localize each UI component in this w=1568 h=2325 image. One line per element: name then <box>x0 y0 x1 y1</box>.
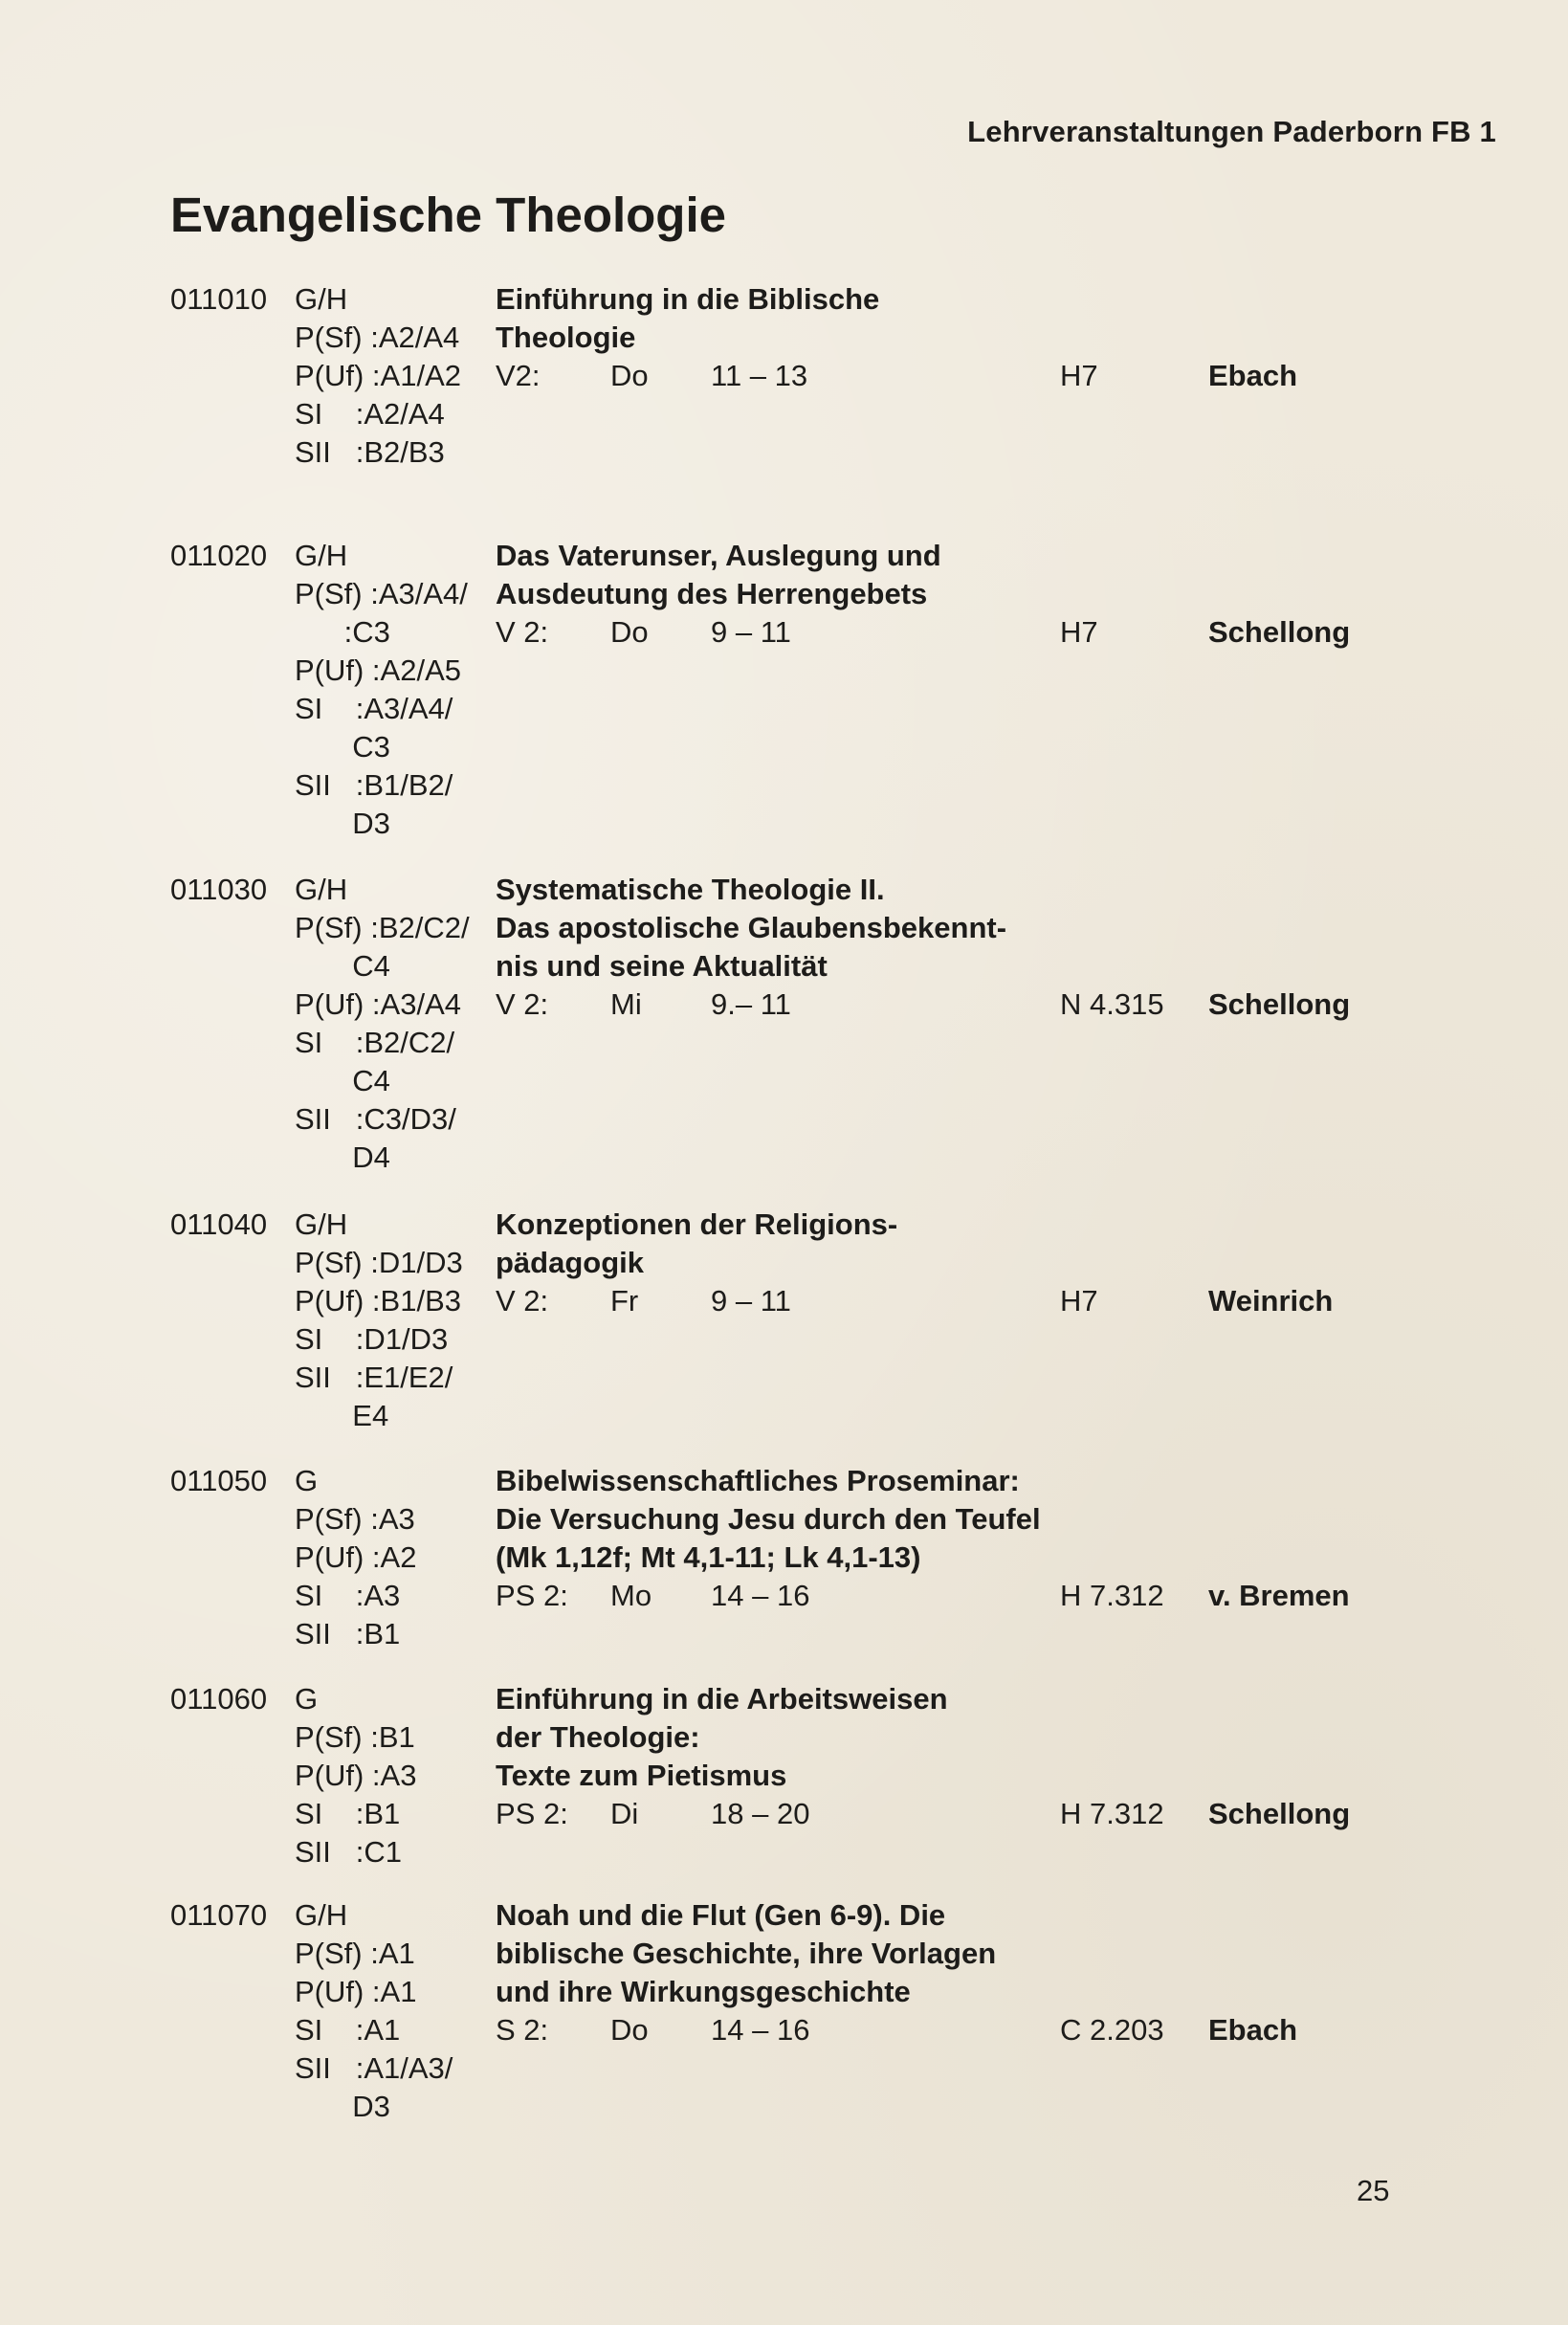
course-room: H7 <box>1060 615 1098 649</box>
course-type: PS 2: <box>496 1797 568 1830</box>
course-lecturer: Ebach <box>1208 359 1298 392</box>
page-number: 25 <box>1357 2174 1390 2207</box>
requirement-line: SII :A1/A3/ <box>295 2051 453 2085</box>
course-requirements <box>295 575 486 843</box>
requirement-line: SII :B1 <box>295 1617 401 1650</box>
course-time: 11 – 13 <box>711 359 808 392</box>
requirement-line: P(Sf) :A3/A4/ <box>295 577 468 610</box>
course-time: 9.– 11 <box>711 987 791 1021</box>
course-title-line: Einführung in die Arbeitsweisen <box>496 1682 948 1716</box>
course-requirements <box>295 909 486 1177</box>
course-lecturer: Schellong <box>1208 615 1351 649</box>
requirement-line: C4 <box>295 1064 390 1097</box>
course-requirements <box>295 1500 486 1653</box>
course-title-line: Einführung in die Biblische <box>496 282 880 316</box>
course-day: Do <box>610 2013 649 2047</box>
course-day: Fr <box>610 1284 639 1318</box>
course-number: 011020 <box>170 539 268 572</box>
course-title-line: und ihre Wirkungsgeschichte <box>496 1975 911 2008</box>
course-level: G/H <box>295 539 348 572</box>
course-number: 011070 <box>170 1898 268 1932</box>
requirement-line: P(Uf) :A1/A2 <box>295 359 461 392</box>
course-time: 18 – 20 <box>711 1797 810 1830</box>
requirement-line: :C3 <box>295 615 390 649</box>
requirement-line: D3 <box>295 2090 390 2123</box>
course-day: Do <box>610 359 649 392</box>
course-number: 011010 <box>170 282 268 316</box>
course-type: V 2: <box>496 615 549 649</box>
requirement-line: SI :B2/C2/ <box>295 1026 455 1059</box>
course-title <box>496 1462 1070 1577</box>
course-requirements <box>295 1718 486 1871</box>
requirement-line: D3 <box>295 807 390 840</box>
requirement-line: SI :D1/D3 <box>295 1322 449 1356</box>
requirement-line: SI :A2/A4 <box>295 397 445 431</box>
course-time: 14 – 16 <box>711 1579 810 1612</box>
requirement-line: P(Uf) :A2 <box>295 1540 417 1574</box>
course-lecturer: Ebach <box>1208 2013 1298 2047</box>
requirement-line: P(Sf) :B1 <box>295 1720 415 1754</box>
course-time: 9 – 11 <box>711 615 791 649</box>
course-requirements <box>295 1935 486 2126</box>
course-title-line: nis und seine Aktualität <box>496 949 828 983</box>
course-title-line: der Theologie: <box>496 1720 700 1754</box>
course-level: G/H <box>295 873 348 906</box>
course-title <box>496 1680 1070 1795</box>
course-room: C 2.203 <box>1060 2013 1164 2047</box>
course-title-line: pädagogik <box>496 1246 645 1279</box>
requirement-line: P(Uf) :A2/A5 <box>295 653 461 687</box>
requirement-line: SI :B1 <box>295 1797 401 1830</box>
course-time: 14 – 16 <box>711 2013 810 2047</box>
course-lecturer: Schellong <box>1208 987 1351 1021</box>
course-lecturer: v. Bremen <box>1208 1579 1350 1612</box>
course-title-line: Texte zum Pietismus <box>496 1759 787 1792</box>
requirement-line: SII :B2/B3 <box>295 435 445 469</box>
course-number: 011050 <box>170 1464 268 1497</box>
course-room: H 7.312 <box>1060 1797 1164 1830</box>
course-type: V 2: <box>496 987 549 1021</box>
course-type: V 2: <box>496 1284 549 1318</box>
requirement-line: SII :C1 <box>295 1835 402 1869</box>
course-room: H7 <box>1060 359 1098 392</box>
requirement-line: P(Sf) :A2/A4 <box>295 321 460 354</box>
requirement-line: SI :A3 <box>295 1579 401 1612</box>
section-title: Evangelische Theologie <box>170 188 726 242</box>
course-title-line: Die Versuchung Jesu durch den Teufel <box>496 1502 1041 1536</box>
course-day: Mi <box>610 987 642 1021</box>
course-number: 011040 <box>170 1207 268 1241</box>
requirement-line: C4 <box>295 949 390 983</box>
requirement-line: SI :A3/A4/ <box>295 692 453 725</box>
course-requirements <box>295 1244 486 1435</box>
course-title-line: Konzeptionen der Religions- <box>496 1207 898 1241</box>
requirement-line: P(Sf) :A3 <box>295 1502 415 1536</box>
course-title <box>496 1206 1070 1282</box>
course-title-line: Ausdeutung des Herrengebets <box>496 577 928 610</box>
course-title-line: (Mk 1,12f; Mt 4,1-11; Lk 4,1-13) <box>496 1540 921 1574</box>
course-title <box>496 537 1070 613</box>
course-lecturer: Weinrich <box>1208 1284 1334 1318</box>
running-header: Lehrveranstaltungen Paderborn FB 1 <box>967 115 1496 148</box>
requirement-line: P(Sf) :B2/C2/ <box>295 911 470 944</box>
requirement-line: P(Uf) :A3/A4 <box>295 987 461 1021</box>
course-type: S 2: <box>496 2013 549 2047</box>
requirement-line: SII :E1/E2/ <box>295 1361 453 1394</box>
course-level: G <box>295 1464 319 1497</box>
course-level: G/H <box>295 1207 348 1241</box>
requirement-line: SII :C3/D3/ <box>295 1102 456 1136</box>
course-level: G <box>295 1682 319 1716</box>
course-type: V2: <box>496 359 541 392</box>
requirement-line: P(Sf) :A1 <box>295 1937 415 1970</box>
course-type: PS 2: <box>496 1579 568 1612</box>
course-room: H 7.312 <box>1060 1579 1164 1612</box>
course-room: H7 <box>1060 1284 1098 1318</box>
requirement-line: SII :B1/B2/ <box>295 768 453 802</box>
course-level: G/H <box>295 282 348 316</box>
course-number: 011060 <box>170 1682 268 1716</box>
course-room: N 4.315 <box>1060 987 1164 1021</box>
course-lecturer: Schellong <box>1208 1797 1351 1830</box>
requirement-line: D4 <box>295 1140 390 1174</box>
course-title <box>496 871 1070 985</box>
requirement-line: P(Uf) :A1 <box>295 1975 417 2008</box>
course-title <box>496 280 1070 357</box>
course-title-line: Systematische Theologie II. <box>496 873 885 906</box>
course-requirements <box>295 319 486 472</box>
course-title-line: Bibelwissenschaftliches Proseminar: <box>496 1464 1020 1497</box>
course-time: 9 – 11 <box>711 1284 791 1318</box>
course-level: G/H <box>295 1898 348 1932</box>
requirement-line: P(Sf) :D1/D3 <box>295 1246 463 1279</box>
course-title-line: Theologie <box>496 321 636 354</box>
requirement-line: C3 <box>295 730 390 764</box>
course-number: 011030 <box>170 873 268 906</box>
requirement-line: P(Uf) :B1/B3 <box>295 1284 461 1318</box>
requirement-line: P(Uf) :A3 <box>295 1759 417 1792</box>
course-title-line: Das apostolische Glaubensbekennt- <box>496 911 1007 944</box>
course-day: Do <box>610 615 649 649</box>
course-day: Di <box>610 1797 639 1830</box>
course-title-line: Noah und die Flut (Gen 6-9). Die <box>496 1898 946 1932</box>
course-title <box>496 1896 1070 2011</box>
requirement-line: E4 <box>295 1399 389 1432</box>
course-day: Mo <box>610 1579 652 1612</box>
course-title-line: Das Vaterunser, Auslegung und <box>496 539 941 572</box>
requirement-line: SI :A1 <box>295 2013 401 2047</box>
course-title-line: biblische Geschichte, ihre Vorlagen <box>496 1937 997 1970</box>
